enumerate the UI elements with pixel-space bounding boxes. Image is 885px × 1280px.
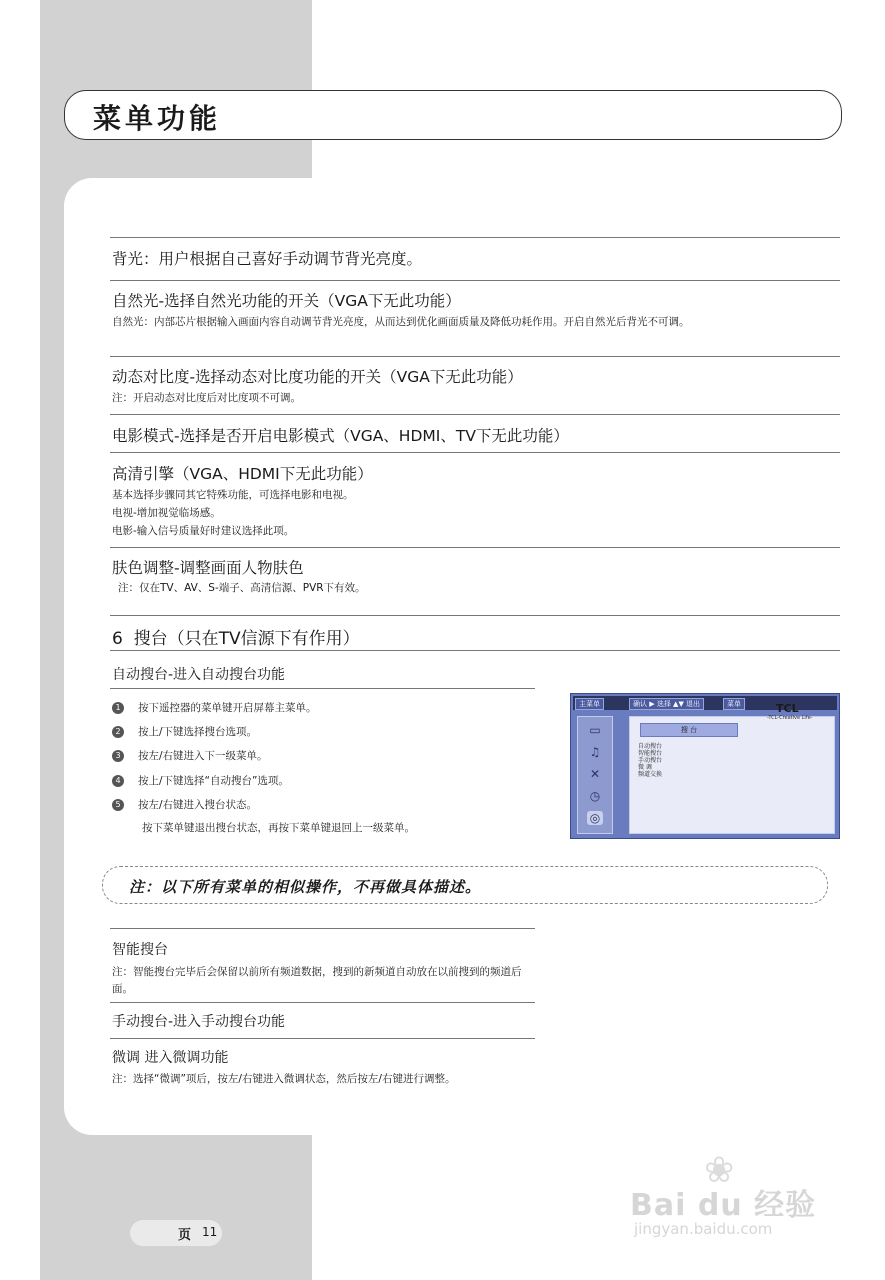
skin-tone-desc: 注：仅在TV、AV、S-端子、高清信源、PVR下有效。 bbox=[118, 582, 366, 594]
screen-menu-item: 手动搜台 bbox=[638, 757, 663, 764]
backlight-heading: 背光：用户根据自己喜好手动调节背光亮度。 bbox=[112, 250, 423, 268]
tv-menu-screenshot bbox=[570, 693, 840, 839]
step-text: 按上/下键选择“自动搜台”选项。 bbox=[138, 775, 289, 787]
fine-tune-desc: 注：选择“微调”项后，按左/右键进入微调状态，然后按左/右键进行调整。 bbox=[112, 1073, 456, 1085]
section-6-heading bbox=[112, 624, 360, 649]
tcl-slogan: -TCL-Creative Life- bbox=[767, 715, 813, 721]
title-banner bbox=[64, 90, 842, 140]
tv-icon: ▭ bbox=[589, 723, 601, 737]
channel-icon: ◎ bbox=[587, 811, 603, 825]
baidu-watermark bbox=[630, 1150, 840, 1245]
tools-icon: ✕ bbox=[589, 767, 601, 781]
divider bbox=[110, 650, 840, 651]
divider bbox=[110, 356, 840, 357]
step-number: 1 bbox=[112, 702, 124, 714]
divider bbox=[110, 615, 840, 616]
natural-light-heading: 自然光-选择自然光功能的开关（VGA下无此功能） bbox=[112, 292, 461, 310]
manual-search-heading: 手动搜台-进入手动搜台功能 bbox=[112, 1014, 286, 1030]
divider bbox=[110, 414, 840, 415]
step-number: 2 bbox=[112, 726, 124, 738]
screen-menu-item: 智能搜台 bbox=[638, 750, 663, 757]
divider bbox=[110, 1002, 535, 1003]
step-text: 按下遥控器的菜单键开启屏幕主菜单。 bbox=[138, 702, 317, 714]
step-item bbox=[112, 724, 257, 739]
screen-tab-main-menu: 主菜单 bbox=[575, 698, 604, 710]
skin-tone-heading: 肤色调整-调整画面人物肤色 bbox=[112, 559, 304, 577]
step-text: 按左/右键进入搜台状态。 bbox=[138, 799, 258, 811]
smart-search-heading: 智能搜台 bbox=[112, 942, 168, 958]
page-number-tab bbox=[130, 1220, 222, 1246]
section-number: 6 bbox=[112, 629, 123, 649]
step-number: 4 bbox=[112, 775, 124, 787]
note-box bbox=[102, 866, 828, 904]
divider bbox=[110, 547, 840, 548]
step-item bbox=[112, 773, 289, 788]
dynamic-contrast-heading: 动态对比度-选择动态对比度功能的开关（VGA下无此功能） bbox=[112, 368, 523, 386]
step-text: 按上/下键选择搜台选项。 bbox=[138, 726, 258, 738]
smart-search-desc: 注：智能搜台完毕后会保留以前所有频道数据，搜到的新频道自动放在以前搜到的频道后面。 bbox=[112, 966, 522, 995]
auto-search-heading: 自动搜台-进入自动搜台功能 bbox=[112, 667, 286, 683]
divider bbox=[110, 928, 535, 929]
divider bbox=[110, 237, 840, 238]
step-item bbox=[112, 700, 317, 715]
screen-panel-title: 搜 台 bbox=[640, 723, 738, 737]
divider bbox=[110, 452, 840, 453]
screen-icon-column bbox=[577, 716, 613, 834]
step-number: 3 bbox=[112, 750, 124, 762]
watermark-brand: Bai du 经验 bbox=[630, 1188, 817, 1223]
tcl-logo: TCL bbox=[776, 702, 799, 715]
section-title: 搜台（只在TV信源下有作用） bbox=[133, 629, 360, 649]
step-number: 5 bbox=[112, 799, 124, 811]
page-label: 页 bbox=[178, 1228, 192, 1243]
fine-tune-heading: 微调 进入微调功能 bbox=[112, 1050, 229, 1066]
screen-tab-menu: 菜单 bbox=[723, 698, 745, 710]
paw-icon: ❀ bbox=[704, 1150, 735, 1191]
step-item bbox=[112, 797, 257, 812]
natural-light-desc: 自然光：内部芯片根据输入画面内容自动调节背光亮度，从而达到优化画面质量及降低功耗作用。开启自然光后背光不可调。 bbox=[112, 316, 690, 328]
clock-icon: ◷ bbox=[589, 789, 601, 803]
page-title: 菜单功能 bbox=[93, 102, 222, 135]
divider bbox=[110, 688, 535, 689]
screen-menu-panel bbox=[629, 716, 835, 834]
hd-engine-line: 电视-增加视觉临场感。 bbox=[112, 507, 221, 519]
sound-icon: ♫ bbox=[589, 745, 601, 759]
screen-menu-item: 微 调 bbox=[638, 764, 652, 771]
dynamic-contrast-desc: 注：开启动态对比度后对比度项不可调。 bbox=[112, 392, 301, 404]
step-after-text: 按下菜单键退出搜台状态，再按下菜单键退回上一级菜单。 bbox=[142, 822, 415, 834]
step-text: 按左/右键进入下一级菜单。 bbox=[138, 750, 268, 762]
movie-mode-heading: 电影模式-选择是否开启电影模式（VGA、HDMI、TV下无此功能） bbox=[112, 427, 569, 445]
watermark-url: jingyan.baidu.com bbox=[634, 1220, 773, 1238]
screen-tab-hint: 确认 ▶ 选择 ▲▼ 退出 bbox=[629, 698, 704, 710]
screen-menu-item: 频道交换 bbox=[638, 771, 663, 778]
hd-engine-line: 电影-输入信号质量好时建议选择此项。 bbox=[112, 525, 295, 537]
step-item bbox=[112, 748, 268, 763]
hd-engine-heading: 高清引擎（VGA、HDMI下无此功能） bbox=[112, 465, 373, 483]
divider bbox=[110, 1038, 535, 1039]
page-number: 11 bbox=[202, 1225, 218, 1239]
divider bbox=[110, 280, 840, 281]
hd-engine-line: 基本选择步骤同其它特殊功能，可选择电影和电视。 bbox=[112, 489, 354, 501]
screen-menu-item: 自动搜台 bbox=[638, 743, 663, 750]
note-text: 注：以下所有菜单的相似操作，不再做具体描述。 bbox=[129, 878, 482, 896]
